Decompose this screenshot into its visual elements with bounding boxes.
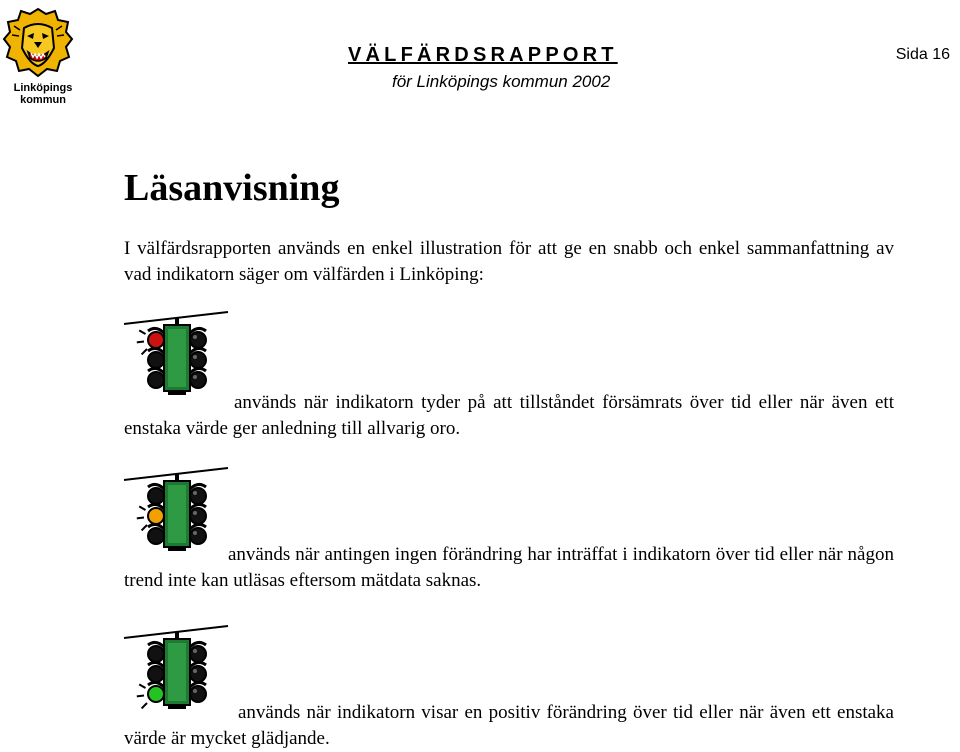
glow-ray [137,696,144,697]
report-title: VÄLFÄRDSRAPPORT [348,44,618,66]
glow-ray [137,342,144,343]
unlit-lamp [148,352,164,368]
legend-text-yellow: används när antingen ingen förändring har inträffat i indikatorn över tid eller när någon trend inte kan utläsas eftersom mätdata saknas. [124,544,894,591]
glow-ray [142,525,147,530]
lit-lamp [148,508,164,524]
logo-text-line1: Linköpings [13,82,73,94]
legend-item-red [124,390,894,442]
glow-ray [137,518,144,519]
unlit-lamp [148,488,164,504]
page-number: Sida 16 [895,46,950,63]
unlit-lamp [148,372,164,388]
legend-text-red: används när indikatorn tyder på att tillståndet försämrats över tid eller när även ett enstaka värde ger anledning till allvarig oro. [124,392,894,439]
page-title: Läsanvisning [124,167,340,209]
legend-item-yellow [124,542,894,594]
unlit-lamp [148,666,164,682]
linkoping-logo [2,6,76,106]
glow-ray [139,506,145,510]
legend-text-green: används när indikatorn visar en positiv förändring över tid eller när även ett enstaka värde är mycket glädjande. [124,702,894,749]
traffic-light-drawing [122,310,232,400]
unlit-lamp [148,646,164,662]
glow-ray [139,330,145,334]
traffic-light-red-icon [122,310,232,400]
report-subtitle: för Linköpings kommun 2002 [392,72,611,91]
glow-ray [139,684,145,688]
lit-lamp [148,332,164,348]
lion-head-icon [2,6,74,78]
logo-text [8,82,78,106]
intro-paragraph: I välfärdsrapporten används en enkel illustration för att ge en snabb och enkel sammanfattning av vad indikatorn säger om välfärden i Linköping: [124,238,894,285]
glow-ray [142,349,147,354]
legend-item-green [124,700,894,752]
logo-text-line2: kommun [20,94,66,106]
